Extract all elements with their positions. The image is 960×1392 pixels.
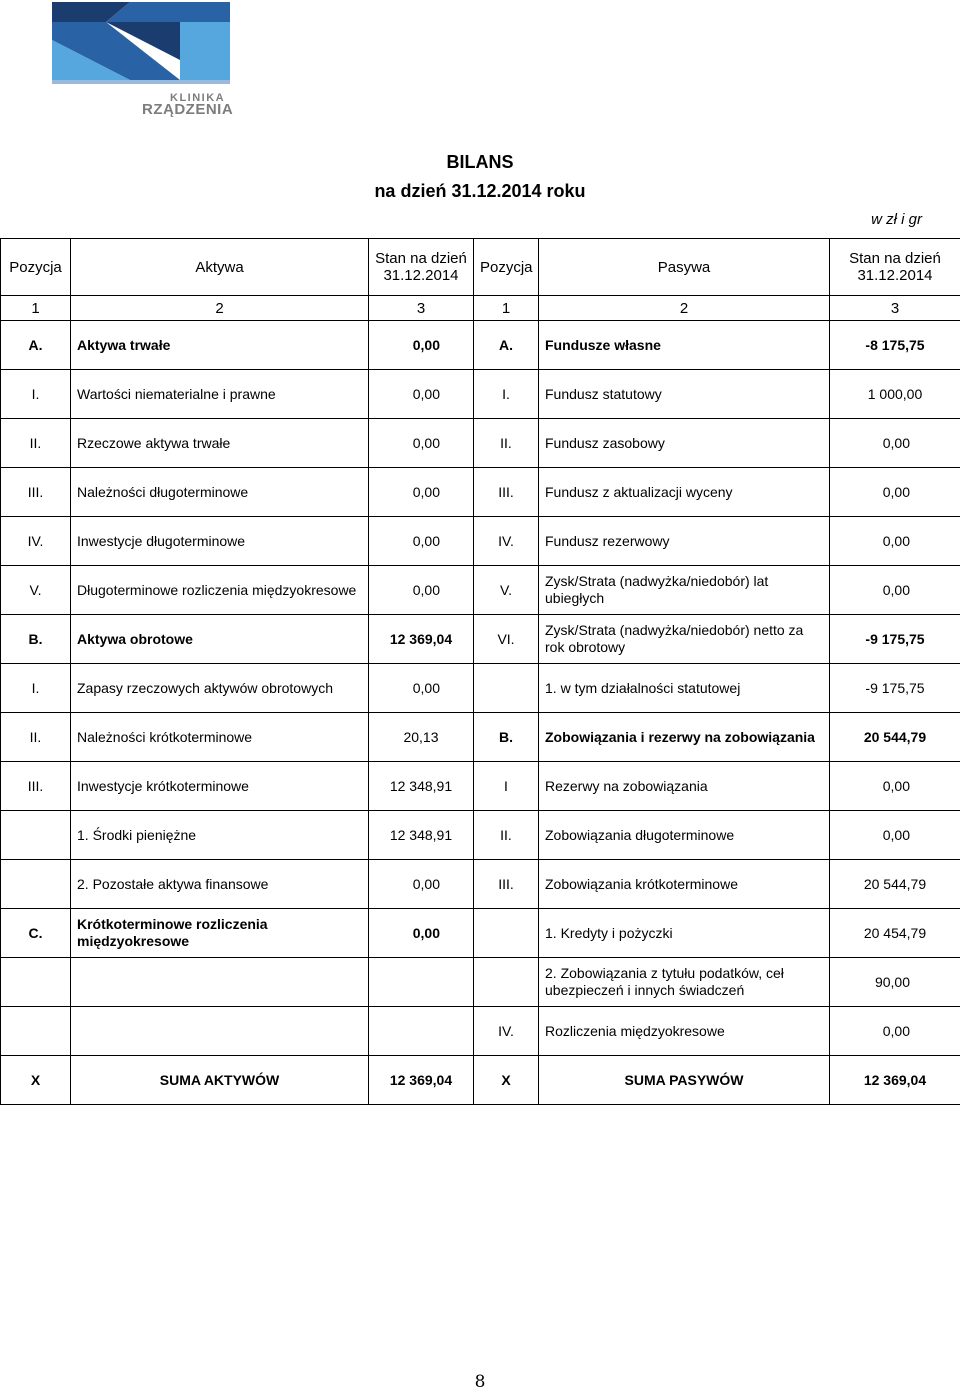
item-value: 0,00 (369, 909, 474, 958)
item-value: 20 544,79 (830, 713, 960, 762)
item-label: Zysk/Strata (nadwyżka/niedobór) lat ubiegłych (539, 566, 830, 615)
table-row (1, 419, 960, 468)
item-value: -9 175,75 (830, 615, 960, 664)
header-pozycja-pasywa: Pozycja (474, 239, 539, 296)
table-row (1, 713, 960, 762)
column-number: 3 (830, 296, 960, 321)
item-value: 12 348,91 (369, 762, 474, 811)
total-liabilities-label: SUMA PASYWÓW (539, 1056, 830, 1105)
header-pasywa: Pasywa (539, 239, 830, 296)
column-number: 2 (539, 296, 830, 321)
currency-unit-note: w zł i gr (871, 211, 922, 228)
item-label: Aktywa obrotowe (71, 615, 369, 664)
item-label: Rezerwy na zobowiązania (539, 762, 830, 811)
item-label: Należności krótkoterminowe (71, 713, 369, 762)
item-code: IV. (474, 1007, 539, 1056)
item-label: 1. w tym działalności statutowej (539, 664, 830, 713)
table-row (1, 958, 960, 1007)
item-code: II. (1, 419, 71, 468)
item-value (369, 1007, 474, 1056)
logo-text-klinika: KLINIKA (170, 92, 225, 104)
item-code (474, 958, 539, 1007)
item-code (474, 664, 539, 713)
column-number: 1 (474, 296, 539, 321)
table-row (1, 762, 960, 811)
table-row (1, 468, 960, 517)
total-assets-value: 12 369,04 (369, 1056, 474, 1105)
item-code: I. (1, 664, 71, 713)
item-code: I. (1, 370, 71, 419)
item-value: 0,00 (830, 419, 960, 468)
item-code: B. (474, 713, 539, 762)
column-number: 2 (71, 296, 369, 321)
item-label: Aktywa trwałe (71, 321, 369, 370)
item-label: 2. Zobowiązania z tytułu podatków, ceł ubezpieczeń i innych świadczeń (539, 958, 830, 1007)
item-value: 0,00 (830, 468, 960, 517)
item-label: Inwestycje krótkoterminowe (71, 762, 369, 811)
header-stan-pasywa: Stan na dzień 31.12.2014 (830, 239, 960, 296)
column-number: 3 (369, 296, 474, 321)
item-value: 0,00 (830, 1007, 960, 1056)
item-label: Zobowiązania krótkoterminowe (539, 860, 830, 909)
item-code: A. (474, 321, 539, 370)
item-label: 2. Pozostałe aktywa finansowe (71, 860, 369, 909)
table-header-row (1, 239, 960, 296)
item-value: 0,00 (369, 370, 474, 419)
item-code: X (474, 1056, 539, 1105)
item-code (474, 909, 539, 958)
table-row (1, 1007, 960, 1056)
item-code: IV. (474, 517, 539, 566)
item-label: Zysk/Strata (nadwyżka/niedobór) netto za rok obrotowy (539, 615, 830, 664)
item-value: -9 175,75 (830, 664, 960, 713)
page-number: 8 (0, 1372, 960, 1392)
item-label: Fundusze własne (539, 321, 830, 370)
item-code: A. (1, 321, 71, 370)
table-row (1, 664, 960, 713)
item-label: 1. Środki pieniężne (71, 811, 369, 860)
table-row (1, 517, 960, 566)
document-subtitle: na dzień 31.12.2014 roku (0, 181, 960, 202)
item-label: Zobowiązania długoterminowe (539, 811, 830, 860)
item-code: VI. (474, 615, 539, 664)
table-row (1, 909, 960, 958)
item-value: 1 000,00 (830, 370, 960, 419)
item-value: 90,00 (830, 958, 960, 1007)
item-value: -8 175,75 (830, 321, 960, 370)
item-value: 0,00 (830, 811, 960, 860)
item-value: 12 348,91 (369, 811, 474, 860)
item-code: III. (474, 860, 539, 909)
item-code (1, 811, 71, 860)
item-code: I. (474, 370, 539, 419)
column-number: 1 (1, 296, 71, 321)
item-code (1, 1007, 71, 1056)
header-pozycja-aktywa: Pozycja (1, 239, 71, 296)
table-row (1, 370, 960, 419)
item-label: Wartości niematerialne i prawne (71, 370, 369, 419)
item-label: Fundusz statutowy (539, 370, 830, 419)
header-stan-aktywa: Stan na dzień 31.12.2014 (369, 239, 474, 296)
item-label: 1. Kredyty i pożyczki (539, 909, 830, 958)
item-code: X (1, 1056, 71, 1105)
item-label (71, 1007, 369, 1056)
total-assets-label: SUMA AKTYWÓW (71, 1056, 369, 1105)
item-value: 20 454,79 (830, 909, 960, 958)
column-number-row (1, 296, 960, 321)
item-label (71, 958, 369, 1007)
item-code: II. (474, 811, 539, 860)
item-value: 0,00 (830, 762, 960, 811)
item-label: Rozliczenia międzyokresowe (539, 1007, 830, 1056)
item-label: Fundusz z aktualizacji wyceny (539, 468, 830, 517)
item-code: I (474, 762, 539, 811)
item-code (1, 860, 71, 909)
item-code: II. (1, 713, 71, 762)
table-row (1, 321, 960, 370)
item-value: 20 544,79 (830, 860, 960, 909)
item-value: 0,00 (369, 419, 474, 468)
item-value: 0,00 (369, 664, 474, 713)
logo-text-rzadzenia: RZĄDZENIA (142, 101, 233, 118)
item-label: Fundusz rezerwowy (539, 517, 830, 566)
table-total-row (1, 1056, 960, 1105)
item-code: V. (1, 566, 71, 615)
item-code: III. (1, 762, 71, 811)
item-label: Fundusz zasobowy (539, 419, 830, 468)
item-code: V. (474, 566, 539, 615)
item-value: 0,00 (369, 468, 474, 517)
table-row (1, 860, 960, 909)
item-value: 0,00 (369, 860, 474, 909)
item-label: Krótkoterminowe rozliczenia międzyokresowe (71, 909, 369, 958)
item-code: B. (1, 615, 71, 664)
item-value: 12 369,04 (369, 615, 474, 664)
item-value: 20,13 (369, 713, 474, 762)
table-row (1, 566, 960, 615)
item-value: 0,00 (369, 566, 474, 615)
item-code: III. (474, 468, 539, 517)
balance-sheet-table (0, 238, 960, 1105)
item-value: 0,00 (830, 517, 960, 566)
item-value (369, 958, 474, 1007)
total-liabilities-value: 12 369,04 (830, 1056, 960, 1105)
item-code: IV. (1, 517, 71, 566)
item-code: C. (1, 909, 71, 958)
item-code: II. (474, 419, 539, 468)
item-value: 0,00 (830, 566, 960, 615)
document-title: BILANS (0, 152, 960, 173)
header-aktywa: Aktywa (71, 239, 369, 296)
item-label: Rzeczowe aktywa trwałe (71, 419, 369, 468)
item-value: 0,00 (369, 321, 474, 370)
item-label: Należności długoterminowe (71, 468, 369, 517)
item-label: Długoterminowe rozliczenia międzyokresowe (71, 566, 369, 615)
item-label: Zobowiązania i rezerwy na zobowiązania (539, 713, 830, 762)
table-row (1, 615, 960, 664)
item-label: Inwestycje długoterminowe (71, 517, 369, 566)
item-code: III. (1, 468, 71, 517)
item-value: 0,00 (369, 517, 474, 566)
item-code (1, 958, 71, 1007)
item-label: Zapasy rzeczowych aktywów obrotowych (71, 664, 369, 713)
table-row (1, 811, 960, 860)
